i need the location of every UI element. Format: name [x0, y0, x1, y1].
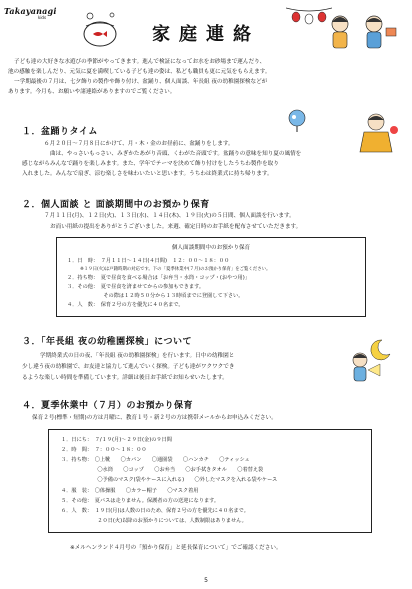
s2-box-row-6: ４．人 数： 保育２号の方を優先に４０名まで。: [67, 302, 184, 308]
s4-box-row-6: ４．服 装： 〇体操服 〇カラー帽子 〇マスク着用: [61, 488, 199, 494]
s4-box-row-9: ２０日(火)以降のお預かりについては、人数制限はありません。: [61, 518, 247, 524]
page-title: 家庭連絡: [152, 24, 260, 45]
s3-line-3: るような楽しい時間を準備しています。詳細は後日お手紙でお知らせいたします。: [22, 375, 228, 381]
s3-line-1: 学期終業式の日の夜、「年長組 夜の幼稚園探検」を行います。日中の幼稚園と: [40, 353, 235, 359]
s4-box-row-3: ３．持ち物： 〇上靴 〇カバン 〇通園袋 〇ハンカチ 〇ティッシュ: [61, 457, 250, 463]
s4-box-row-1: １．日にち： ７/１９(月)～２９日(金)の９日間: [61, 437, 172, 443]
children-illustration: [320, 8, 400, 56]
s2-box-row-4: ３．その他： 夏で昼食を済ませてからの参加もできます。: [67, 284, 205, 290]
s4-box-row-4: 〇水筒 〇コップ 〇お弁当 〇お手拭きタオル 〇着替え袋: [61, 467, 264, 473]
intro-line-2: 池の感触を楽しんだり、元気に夏を満喫している子ども達の姿は、私ども職員も更に元気をもらえます。: [8, 69, 271, 75]
intro-line-3: 一学期最後の７月は、七夕飾りの製作や飾り付け、盆踊り、個人面談、年長組 夜の幼稚園探検などが: [14, 79, 268, 85]
logo-sub: kids: [38, 15, 47, 20]
s2-line-2: お而い用紙の提出をありがとうございました。来週、確定日時のお手紙を配布させていただきます。: [50, 224, 302, 230]
s4-box-row-2: ２．時 間： ７：００～１８：００: [61, 447, 147, 453]
s2-box-title: 個人面談期間中のお預かり保育: [171, 245, 251, 251]
intro-line-1: 子ども達の大好きな水遊びの季節がやってきます。進んで検証になってお水をお砂場まで運んだり、: [14, 59, 266, 65]
s1-line-3: 感じながらみんなで踊りを楽しみます。また、学年でテーマを決めて飾り付けをしたうちわ製作を取り: [22, 161, 279, 167]
s2-line-1: ７月１１日(月)、１２日(火)、１３日(水)、１４日(木)、１９日(火)の５日間、個人面談を行います。: [44, 213, 295, 219]
s1-line-1: ６月２０日～７月８日にかけて、月・木・金のお昼前に、盆踊りをします。: [44, 141, 234, 147]
s3-line-2: 少し違う夜の幼稚園で、お友達と協力して進んでいく探検。子ども達がワクワクでき: [22, 364, 235, 370]
s1-line-2: 曲は、やっさいもっさい、みぎかたあがり音頭、くわがた音頭です。盆踊りの意味を知り夏の風情を: [50, 151, 302, 157]
s2-box-row-2: ※１９日(火)は戸籍時期の対応です。下の「夏季休業中(７月)のお預かり保育」をご覧ください。: [67, 267, 271, 272]
intro-line-4: あります。今月も、お願いや諸連絡がありますのでご覧ください。: [8, 89, 176, 95]
s1-line-4: 入れました。みんなで扇ぎ、涼む楽しさを味わいたいと思います。うちわは終業式に持ち帰ります。: [22, 171, 273, 177]
night-exploration-illustration: [344, 334, 398, 384]
s4-childcare-box: [48, 429, 372, 533]
section-1-heading: １．盆踊りタイム: [22, 127, 98, 137]
logo-brand: Takayanagi: [4, 6, 57, 16]
dancer-illustration: [356, 110, 400, 156]
page-number: 5: [204, 577, 208, 584]
footnote: ※メルヘンランド４月号の「預かり保育」と延長保育について」でご確認ください。: [70, 545, 282, 551]
fan-illustration: [283, 108, 311, 132]
s4-box-row-5: 〇予備のマスク(袋やケースに入れる) 〇外したマスクを入れる袋やケース: [61, 477, 278, 483]
section-3-heading: ３．「年長組 夜の幼稚園探検」について: [22, 337, 192, 347]
s2-box-row-5: その際は１２時５０分から１３時頃までに登園して下さい。: [67, 293, 244, 299]
s4-line-1: 保育２号(標準・短期)の方は月曜に、教育１号・新２号の方は携帯メールからお申込みください。: [32, 415, 277, 421]
s4-box-row-7: ５．その他： 夏バスは走りません。保護者の方の送迎になります。: [61, 498, 220, 504]
s2-box-row-1: １．日 時： ７月１１日～１４日(４日間) １２：００～１８：００: [67, 258, 230, 264]
section-2-heading: ２．個人面談 と 面談期間中のお預かり保育: [22, 200, 210, 210]
s2-box-row-3: ２．持ち物： 夏で昼食を食べる場合は「お弁当・水筒・コップ・(おやつ用)」: [67, 275, 250, 281]
s4-box-row-8: ６．人 数： １９日(月)は人数の日のため、保育２号の方を優先に４０名まで。: [61, 508, 249, 514]
section-4-heading: ４．夏季休業中（７月）のお預かり保育: [22, 401, 194, 411]
s2-childcare-box: [56, 237, 366, 317]
